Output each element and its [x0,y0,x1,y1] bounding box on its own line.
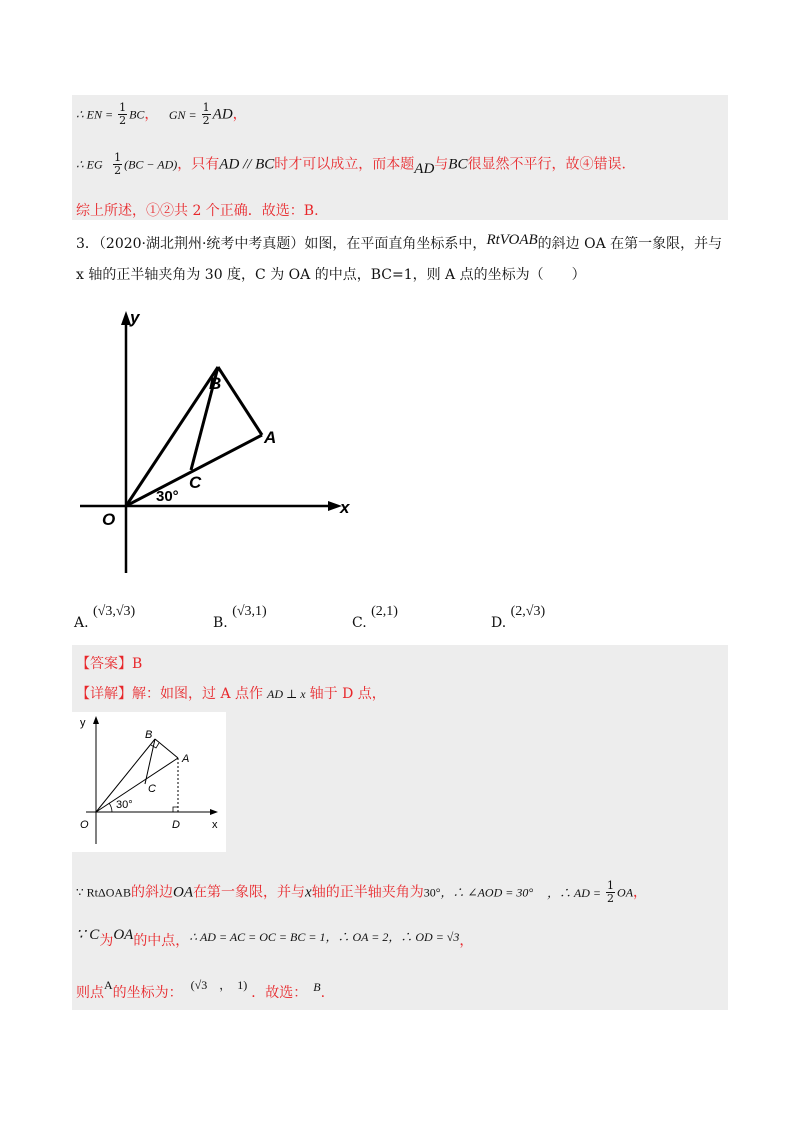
label-y: y [80,717,86,729]
label-c: C [189,473,202,492]
label-angle: 30° [156,488,179,505]
right-angle-mark-b [151,743,159,748]
label-x: x [212,819,218,831]
answer-label: 【答案】B [76,656,143,672]
option-d[interactable]: D. (2,√3) [491,604,546,631]
option-c[interactable]: C. (2,1) [352,604,398,631]
label-c: C [148,783,156,795]
detail-line: 【详解】解：如图，过 A 点作 AD ⊥ x 轴于 D 点， [76,686,386,702]
line-eg: ∴ EG $\frac{1}{2}$ (BC − AD)，只有AD // BC时才可以成立，而本题AD与BC很显然不平行，故④错误. [76,151,626,177]
fraction: $\frac{1}{2}$ [607,879,615,905]
label-o: O [102,510,116,529]
segment-ob [126,367,218,506]
label-b: B [209,374,222,393]
summary-line: 综上所述，①②共 2 个正确．故选：B. [76,203,319,219]
line-en-gn: ∴ EN = $\frac{1}{2}$ BC， GN = $\frac{1}{2}$ AD， [76,101,247,127]
fraction: $\frac{1}{2}$ [202,101,210,127]
segment-ba [155,739,178,758]
label-a: A [182,753,190,765]
label-o: O [80,819,89,831]
segment-oa [126,435,262,506]
segment-ba [218,367,262,435]
fraction: $\frac{1}{2}$ [119,101,127,127]
angle-arc [109,803,112,812]
solution-figure [72,712,226,852]
question-line-1: 3．（2020·湖北荆州·统考中考真题）如图，在平面直角坐标系中，RtVOAB的斜边 OA 在第一象限，并与 [76,232,723,252]
coordinate-figure [70,305,370,585]
y-axis-arrow [93,716,99,724]
solution-line-3: 则点A的坐标为： (√3 ， 1) ．故选： B. [76,978,326,1001]
label-x: x [340,498,350,517]
label-d: D [172,819,180,831]
label-y: y [130,308,140,327]
label-b: B [145,729,153,741]
option-b[interactable]: B. (√3,1) [213,604,267,631]
option-a[interactable]: A. (√3,√3) [74,604,136,631]
fraction: $\frac{1}{2}$ [114,151,122,177]
question-line-2: x 轴的正半轴夹角为 30 度，C 为 OA 的中点，BC=1，则 A 点的坐标为（ ） [76,267,586,283]
segment-oa [96,758,178,812]
label-angle: 30° [116,799,133,811]
label-a: A [264,428,277,447]
solution-line-1: ∵ RtΔOAB的斜边OA在第一象限，并与x轴的正半轴夹角为30°，∴ ∠AOD = 30° ，∴ AD = $\frac{1}{2}$ OA， [76,879,648,905]
right-angle-mark-d [173,807,178,812]
solution-line-2: ∵ C为OA的中点，∴ AD = AC = OC = BC = 1，∴ OA = 2，∴ OD = √3， [76,927,474,949]
x-axis-arrow [210,809,218,815]
